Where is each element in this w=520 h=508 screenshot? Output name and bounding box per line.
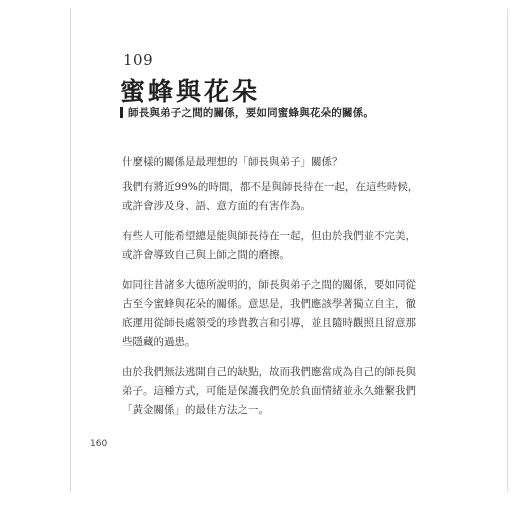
chapter-title: 蜜蜂與花朵 bbox=[120, 77, 261, 106]
paragraph: 由於我們無法逃開自己的缺點，故而我們應當成為自己的師長與弟子。這種方式，可能是保護我們免於負面情緒並永久維繫我們「黃金關係」的最佳方法之一。 bbox=[122, 366, 416, 416]
book-page bbox=[70, 8, 508, 492]
chapter-subtitle-block bbox=[120, 105, 374, 120]
chapter-number: 109 bbox=[123, 51, 154, 69]
subtitle-marker-bar bbox=[120, 107, 123, 118]
paragraph-question: 什麼樣的關係是最理想的「師長與弟子」關係？ bbox=[122, 156, 343, 168]
paragraph: 如同往昔諸多大德所說明的，師長與弟子之間的關係，要如同從古至今蜜蜂與花朵的關係。意思是，我們應該學著獨立自主，徹底運用從師長處領受的珍貴教言和引導，並且隨時觀照且留意那些隱藏的過患。 bbox=[122, 279, 416, 348]
page-number: 160 bbox=[90, 439, 108, 449]
paragraph: 有些人可能希望總是能與師長待在一起，但由於我們並不完美，或許會導致自己與上師之間的磨擦。 bbox=[122, 230, 416, 261]
chapter-subtitle: 師長與弟子之間的關係，要如同蜜蜂與花朵的關係。 bbox=[128, 107, 375, 119]
paragraph: 我們有將近99%的時間，都不是與師長待在一起，在這些時候，或許會涉及身、語、意方面的有害作為。 bbox=[122, 181, 419, 212]
body-text bbox=[122, 153, 422, 431]
